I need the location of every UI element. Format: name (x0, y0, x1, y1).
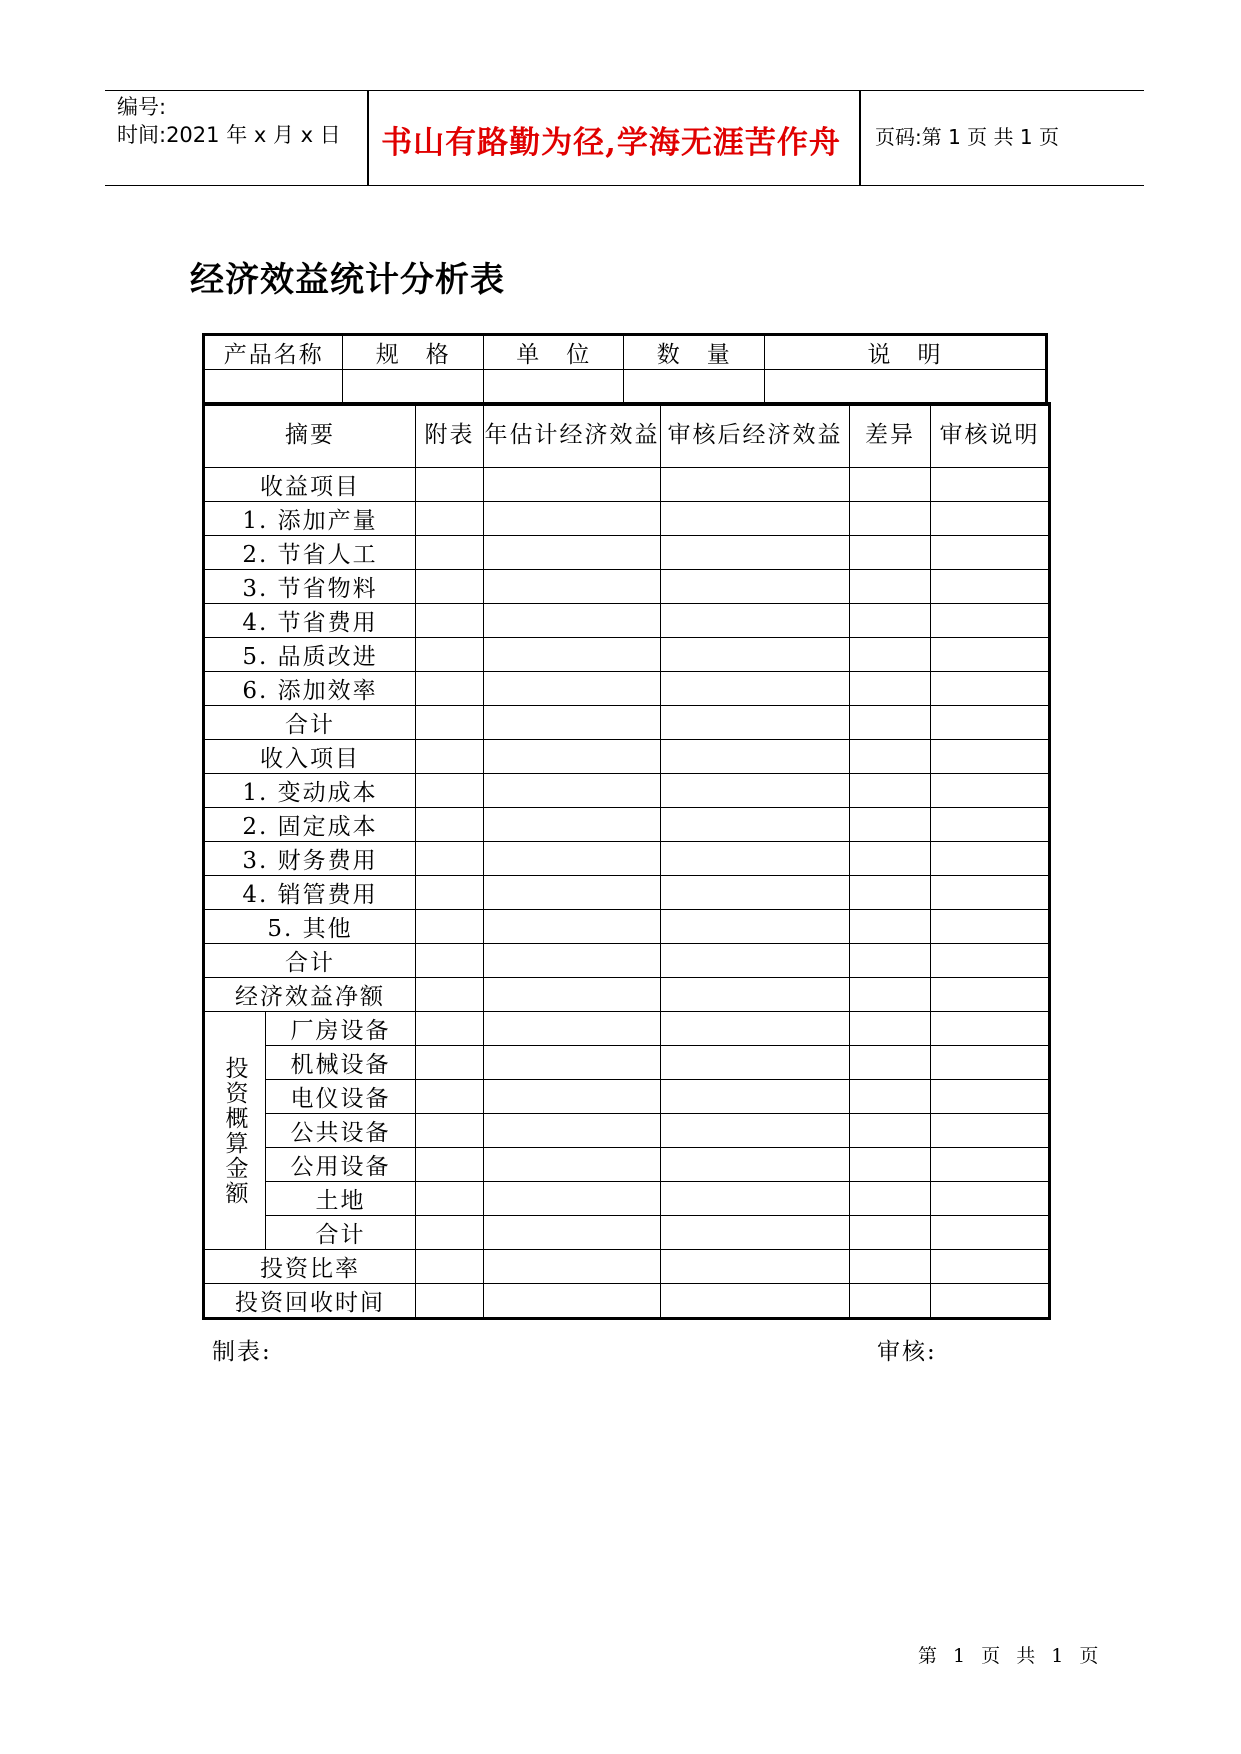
row-label: 4. 节省费用 (204, 604, 416, 638)
table-row (204, 774, 1050, 808)
cell[interactable] (850, 1080, 931, 1114)
cell[interactable] (484, 502, 661, 536)
cell[interactable] (484, 570, 661, 604)
cell[interactable] (931, 842, 1050, 876)
cell[interactable] (416, 502, 484, 536)
cell[interactable] (661, 706, 850, 740)
cell[interactable] (416, 842, 484, 876)
cell[interactable] (850, 876, 931, 910)
cell[interactable] (661, 468, 850, 502)
product-name-cell[interactable] (204, 370, 343, 405)
cell[interactable] (661, 944, 850, 978)
table-row (204, 638, 1050, 672)
cell[interactable] (850, 672, 931, 706)
cell[interactable] (484, 944, 661, 978)
cell[interactable] (931, 774, 1050, 808)
table-row (204, 502, 1050, 536)
investment-group-label: 投资概算金额 (204, 1012, 266, 1250)
cell[interactable] (416, 740, 484, 774)
cell[interactable] (416, 1216, 484, 1250)
cell[interactable] (931, 536, 1050, 570)
product-info-table (202, 333, 1048, 406)
cell[interactable] (661, 570, 850, 604)
cell[interactable] (416, 604, 484, 638)
cell[interactable] (484, 910, 661, 944)
cell[interactable] (850, 1250, 931, 1284)
row-label: 投资回收时间 (204, 1284, 416, 1319)
info-entry-row (204, 370, 1047, 405)
cell[interactable] (661, 604, 850, 638)
audit-note-header: 审核说明 (931, 403, 1050, 468)
row-label: 投资比率 (204, 1250, 416, 1284)
cell[interactable] (416, 672, 484, 706)
cell[interactable] (484, 706, 661, 740)
table-row (204, 842, 1050, 876)
cell[interactable] (661, 1012, 850, 1046)
cell[interactable] (484, 774, 661, 808)
cell[interactable] (661, 1284, 850, 1319)
cell[interactable] (931, 1216, 1050, 1250)
cell[interactable] (850, 1046, 931, 1080)
header-motto: 书山有路勤为径,学海无涯苦作舟 (381, 125, 841, 161)
header-page-label: 页码:第 1 页 共 1 页 (875, 125, 1059, 149)
table-row (204, 1284, 1050, 1319)
table-row (204, 570, 1050, 604)
row-label: 5. 其他 (204, 910, 416, 944)
table-row (204, 1080, 1050, 1114)
row-label: 公共设备 (266, 1114, 416, 1148)
cell[interactable] (484, 536, 661, 570)
cell[interactable] (850, 502, 931, 536)
row-label: 2. 固定成本 (204, 808, 416, 842)
cell[interactable] (661, 774, 850, 808)
table-row (204, 1114, 1050, 1148)
spec-header: 规 格 (343, 335, 484, 370)
cell[interactable] (416, 1114, 484, 1148)
page-number: 第 1 页 共 1 页 (918, 1645, 1104, 1667)
cell[interactable] (484, 672, 661, 706)
reviewed-by-label: 审核: (877, 1339, 937, 1365)
table-row (204, 1250, 1050, 1284)
cell[interactable] (484, 468, 661, 502)
cell[interactable] (484, 638, 661, 672)
table-row (204, 706, 1050, 740)
cell[interactable] (931, 808, 1050, 842)
attachment-header: 附表 (416, 403, 484, 468)
cell[interactable] (850, 978, 931, 1012)
row-label: 6. 添加效率 (204, 672, 416, 706)
cell[interactable] (484, 1216, 661, 1250)
cell[interactable] (661, 1080, 850, 1114)
cell[interactable] (931, 740, 1050, 774)
cell[interactable] (850, 910, 931, 944)
cell[interactable] (416, 706, 484, 740)
cell[interactable] (850, 1182, 931, 1216)
row-label: 2. 节省人工 (204, 536, 416, 570)
cell[interactable] (416, 1284, 484, 1319)
table-row (204, 944, 1050, 978)
cell[interactable] (931, 876, 1050, 910)
cell[interactable] (850, 740, 931, 774)
cell[interactable] (931, 1250, 1050, 1284)
cell[interactable] (484, 604, 661, 638)
cell[interactable] (416, 1182, 484, 1216)
row-label: 3. 节省物料 (204, 570, 416, 604)
cell[interactable] (850, 842, 931, 876)
prepared-by-label: 制表: (212, 1339, 272, 1365)
table-row (204, 876, 1050, 910)
cell[interactable] (484, 1114, 661, 1148)
table-row (204, 978, 1050, 1012)
table-header-row (204, 403, 1050, 468)
cell[interactable] (850, 808, 931, 842)
table-row (204, 910, 1050, 944)
cell[interactable] (484, 1046, 661, 1080)
cell[interactable] (931, 1284, 1050, 1319)
cell[interactable] (850, 638, 931, 672)
row-label: 合计 (266, 1216, 416, 1250)
row-label: 收益项目 (204, 468, 416, 502)
row-label: 公用设备 (266, 1148, 416, 1182)
cell[interactable] (416, 808, 484, 842)
spec-cell[interactable] (343, 370, 484, 405)
description-cell[interactable] (764, 370, 1046, 405)
cell[interactable] (931, 604, 1050, 638)
cell[interactable] (931, 468, 1050, 502)
info-header-row (204, 335, 1047, 370)
cell[interactable] (484, 978, 661, 1012)
cell[interactable] (661, 1182, 850, 1216)
cell[interactable] (416, 978, 484, 1012)
cell[interactable] (931, 1148, 1050, 1182)
table-row (204, 1148, 1050, 1182)
cell[interactable] (661, 1046, 850, 1080)
table-row (204, 536, 1050, 570)
cell[interactable] (931, 1114, 1050, 1148)
cell[interactable] (484, 808, 661, 842)
cell[interactable] (484, 740, 661, 774)
cell[interactable] (931, 672, 1050, 706)
cell[interactable] (484, 1182, 661, 1216)
page-title: 经济效益统计分析表 (190, 260, 505, 300)
cell[interactable] (661, 876, 850, 910)
cell[interactable] (931, 1080, 1050, 1114)
row-label: 电仪设备 (266, 1080, 416, 1114)
economic-benefit-table (202, 402, 1051, 1320)
cell[interactable] (416, 570, 484, 604)
cell[interactable] (416, 536, 484, 570)
cell[interactable] (484, 876, 661, 910)
cell[interactable] (931, 978, 1050, 1012)
cell[interactable] (416, 1250, 484, 1284)
audited-header: 审核后经济效益 (661, 403, 850, 468)
row-label: 1. 添加产量 (204, 502, 416, 536)
unit-header: 单 位 (483, 335, 624, 370)
row-label: 4. 销管费用 (204, 876, 416, 910)
cell[interactable] (661, 1216, 850, 1250)
cell[interactable] (931, 706, 1050, 740)
cell[interactable] (416, 944, 484, 978)
row-label: 经济效益净额 (204, 978, 416, 1012)
cell[interactable] (484, 1148, 661, 1182)
cell[interactable] (850, 570, 931, 604)
cell[interactable] (661, 502, 850, 536)
cell[interactable] (661, 536, 850, 570)
cell[interactable] (416, 468, 484, 502)
cell[interactable] (484, 1250, 661, 1284)
cell[interactable] (931, 1046, 1050, 1080)
cell[interactable] (850, 1216, 931, 1250)
cell[interactable] (661, 672, 850, 706)
table-row (204, 740, 1050, 774)
cell[interactable] (850, 468, 931, 502)
quantity-cell[interactable] (624, 370, 765, 405)
table-row (204, 672, 1050, 706)
cell[interactable] (850, 536, 931, 570)
document-header (105, 90, 1144, 186)
row-label: 合计 (204, 706, 416, 740)
table-row (204, 1216, 1050, 1250)
header-meta (117, 93, 341, 149)
cell[interactable] (850, 706, 931, 740)
cell[interactable] (416, 1080, 484, 1114)
cell[interactable] (484, 1284, 661, 1319)
cell[interactable] (931, 502, 1050, 536)
cell[interactable] (661, 1250, 850, 1284)
cell[interactable] (661, 910, 850, 944)
table-row (204, 604, 1050, 638)
cell[interactable] (416, 1148, 484, 1182)
cell[interactable] (416, 910, 484, 944)
cell[interactable] (661, 842, 850, 876)
cell[interactable] (416, 774, 484, 808)
cell[interactable] (850, 774, 931, 808)
cell[interactable] (850, 1148, 931, 1182)
cell[interactable] (416, 1012, 484, 1046)
row-label: 5. 品质改进 (204, 638, 416, 672)
cell[interactable] (661, 1148, 850, 1182)
cell[interactable] (931, 1012, 1050, 1046)
cell[interactable] (850, 1114, 931, 1148)
row-label: 收入项目 (204, 740, 416, 774)
cell[interactable] (661, 978, 850, 1012)
table-row (204, 1012, 1050, 1046)
table-row (204, 1046, 1050, 1080)
number-label: 编号: (117, 95, 167, 119)
date-label: 时间:2021 年 x 月 x 日 (117, 123, 341, 147)
cell[interactable] (931, 944, 1050, 978)
quantity-header: 数 量 (624, 335, 765, 370)
cell[interactable] (416, 638, 484, 672)
cell[interactable] (661, 1114, 850, 1148)
table-row (204, 808, 1050, 842)
cell[interactable] (416, 876, 484, 910)
cell[interactable] (661, 808, 850, 842)
cell[interactable] (484, 842, 661, 876)
cell[interactable] (416, 1046, 484, 1080)
cell[interactable] (661, 740, 850, 774)
row-label: 1. 变动成本 (204, 774, 416, 808)
unit-cell[interactable] (483, 370, 624, 405)
cell[interactable] (850, 1284, 931, 1319)
cell[interactable] (850, 604, 931, 638)
product-name-header: 产品名称 (204, 335, 343, 370)
table-row (204, 1182, 1050, 1216)
row-label: 厂房设备 (266, 1012, 416, 1046)
header-divider (859, 91, 861, 185)
cell[interactable] (931, 570, 1050, 604)
description-header: 说 明 (764, 335, 1046, 370)
cell[interactable] (931, 638, 1050, 672)
table-row (204, 468, 1050, 502)
row-label: 机械设备 (266, 1046, 416, 1080)
cell[interactable] (931, 1182, 1050, 1216)
cell[interactable] (661, 638, 850, 672)
cell[interactable] (850, 1012, 931, 1046)
summary-header: 摘要 (204, 403, 416, 468)
cell[interactable] (931, 910, 1050, 944)
annual-estimate-header: 年估计经济效益 (484, 403, 661, 468)
row-label: 土地 (266, 1182, 416, 1216)
difference-header: 差异 (850, 403, 931, 468)
cell[interactable] (850, 944, 931, 978)
cell[interactable] (484, 1080, 661, 1114)
row-label: 3. 财务费用 (204, 842, 416, 876)
row-label: 合计 (204, 944, 416, 978)
cell[interactable] (484, 1012, 661, 1046)
